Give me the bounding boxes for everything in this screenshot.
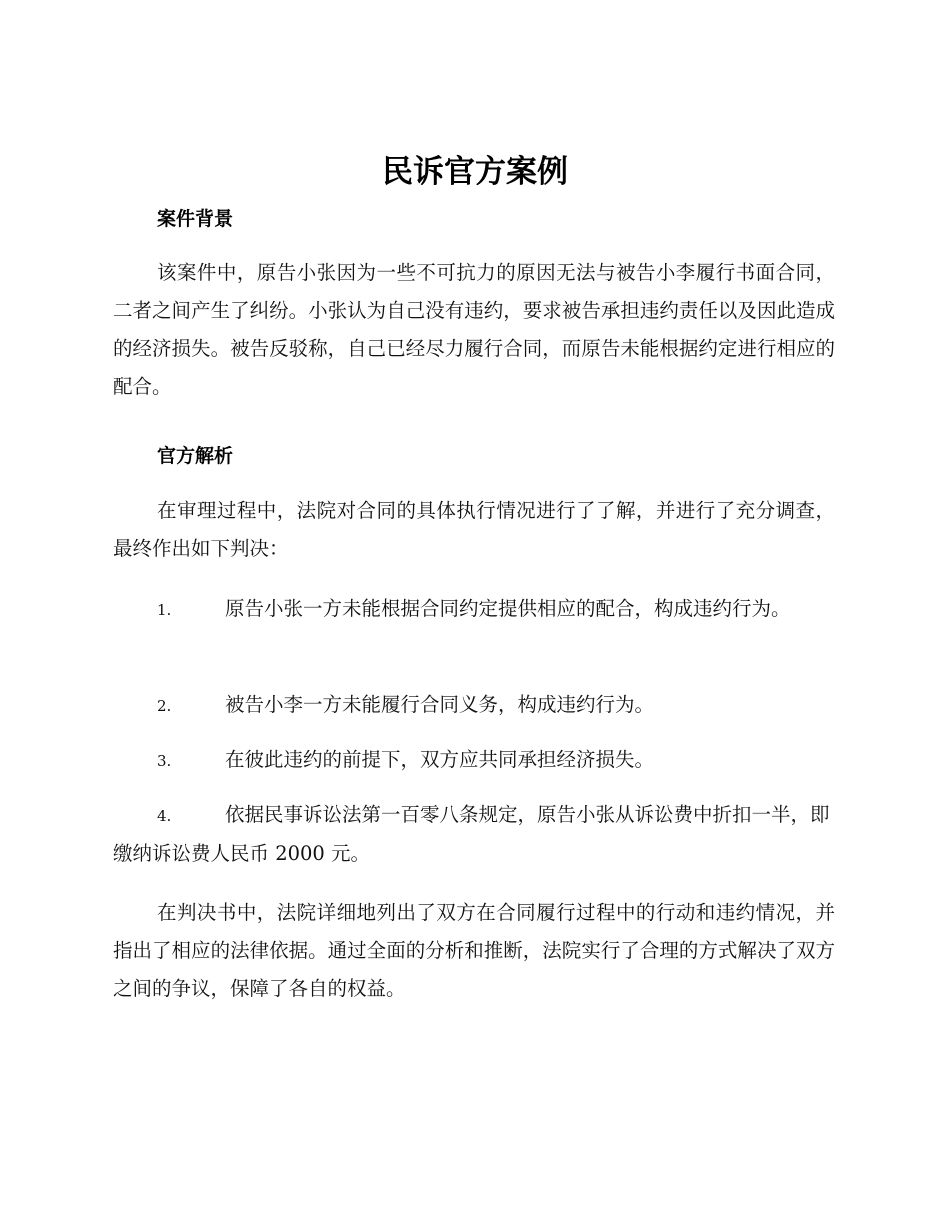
ruling-list-item-3 [113, 741, 835, 780]
section-heading-analysis: 官方解析 [157, 445, 234, 467]
list-number: 3. [157, 752, 172, 770]
ruling-list-item-1 [113, 590, 835, 629]
list-number: 4. [157, 807, 172, 825]
analysis-intro-paragraph: 在审理过程中，法院对合同的具体执行情况进行了了解，并进行了充分调查，最终作出如下判决： [113, 499, 835, 560]
document-title: 民诉官方案例 [382, 154, 568, 190]
list-text: 被告小李一方未能履行合同义务，构成违约行为。 [225, 693, 655, 716]
list-text: 原告小张一方未能根据合同约定提供相应的配合，构成违约行为。 [225, 597, 791, 620]
list-number: 1. [157, 601, 172, 619]
analysis-closing-paragraph: 在判决书中，法院详细地列出了双方在合同履行过程中的行动和违约情况，并指出了相应的法律依据。通过全面的分析和推断，法院实行了合理的方式解决了双方之间的争议，保障了各自的权益。 [113, 901, 835, 1000]
list-text: 在彼此违约的前提下，双方应共同承担经济损失。 [225, 748, 655, 771]
background-paragraph: 该案件中，原告小张因为一些不可抗力的原因无法与被告小李履行书面合同，二者之间产生了纠纷。小张认为自己没有违约，要求被告承担违约责任以及因此造成的经济损失。被告反驳称，自己已经尽力履行合同，而原告未能根据约定进行相应的配合。 [113, 261, 835, 398]
section-heading-background: 案件背景 [157, 208, 234, 230]
ruling-list-item-2 [113, 686, 835, 725]
ruling-list-item-4 [113, 796, 835, 873]
list-number: 2. [157, 697, 172, 715]
list-text: 依据民事诉讼法第一百零八条规定，原告小张从诉讼费中折扣一半，即缴纳诉讼费人民币 2000 元。 [113, 803, 830, 865]
